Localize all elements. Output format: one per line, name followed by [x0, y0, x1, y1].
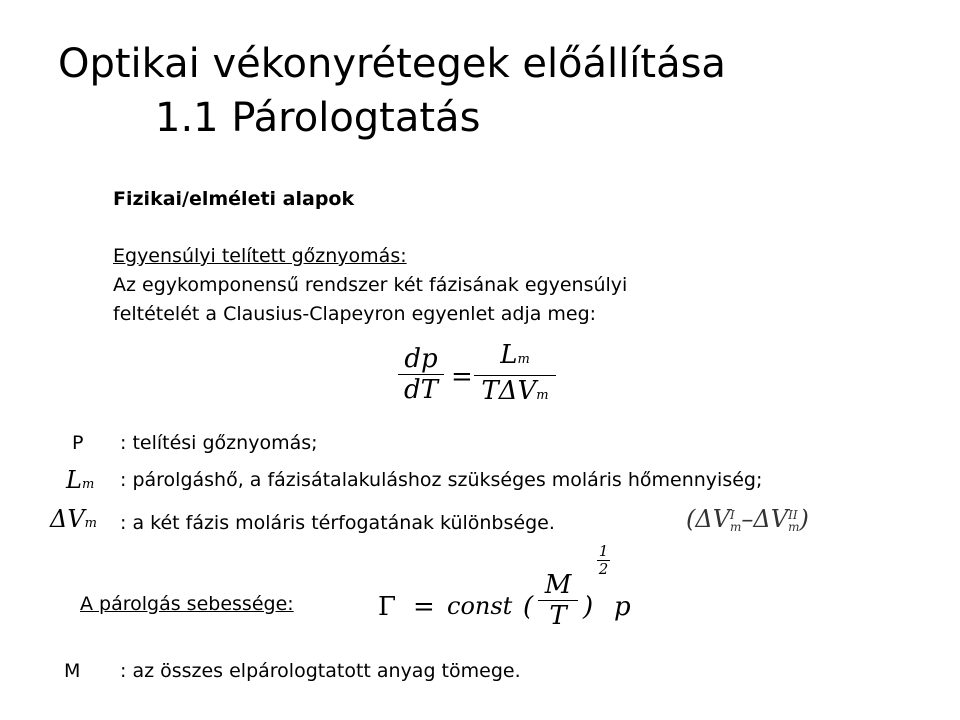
- rate-exp-den: 2: [598, 560, 609, 578]
- rate-numerator: M: [544, 570, 572, 600]
- lm-sub: m: [81, 477, 95, 492]
- equilibrium-subheading: Egyensúlyi telített gőznyomás:: [113, 245, 407, 267]
- dv-sup1: I: [730, 507, 735, 522]
- intro-line-2: feltételét a Clausius-Clapeyron egyenlet adja meg:: [113, 303, 597, 325]
- p-definition: : telítési gőznyomás;: [120, 432, 318, 454]
- rate-fraction: [538, 570, 578, 631]
- dv-sub2: m: [788, 519, 800, 534]
- cc-rhs-num-main: L: [500, 340, 518, 370]
- rate-p: p: [614, 592, 631, 622]
- dv-sub1: m: [730, 519, 742, 534]
- dvm-main: ΔV: [50, 505, 85, 533]
- cc-rhs-den-sub: m: [536, 388, 549, 403]
- section-heading: Fizikai/elméleti alapok: [113, 188, 355, 210]
- rate-denominator: T: [549, 601, 567, 631]
- cc-rhs-denominator: [481, 376, 548, 411]
- dv-open: (ΔV: [686, 505, 731, 533]
- dv-close: ): [799, 505, 809, 533]
- cc-lhs-numerator: dp: [404, 344, 438, 374]
- dvm-sub: m: [84, 516, 97, 531]
- lm-symbol: [66, 466, 94, 494]
- rate-open-paren: (: [523, 592, 534, 622]
- intro-line-1: Az egykomponensű rendszer két fázisának egyensúlyi: [113, 274, 628, 296]
- dv-v2: ΔV: [753, 505, 789, 533]
- volume-difference-expression: [686, 505, 809, 533]
- cc-lhs-denominator: dT: [404, 375, 438, 405]
- dvm-definition: : a két fázis moláris térfogatának különbsége.: [120, 512, 555, 534]
- slide-title: Optikai vékonyrétegek előállítása: [58, 41, 726, 87]
- rate-const: const: [447, 592, 513, 620]
- lm-definition: : párolgáshő, a fázisátalakuláshoz szükséges moláris hőmennyiség;: [120, 469, 763, 491]
- rate-close-paren: ): [583, 592, 594, 622]
- dvm-symbol: [50, 505, 97, 533]
- m-symbol: M: [64, 660, 81, 682]
- m-definition: : az összes elpárologtatott anyag tömege.: [120, 660, 521, 682]
- rate-exponent: [597, 543, 610, 578]
- p-symbol: P: [72, 432, 84, 454]
- dv-sup2: II: [788, 507, 798, 522]
- rate-label: A párolgás sebessége:: [80, 593, 294, 615]
- cc-rhs-den-main: TΔV: [481, 376, 537, 406]
- dv-minus: –: [741, 505, 754, 533]
- rate-equals: =: [413, 592, 435, 622]
- cc-rhs-num-sub: m: [517, 352, 530, 367]
- cc-equals: =: [451, 362, 473, 392]
- rate-exp-num: 1: [598, 542, 609, 560]
- cc-lhs-fraction: [398, 344, 444, 405]
- cc-rhs-fraction: [474, 340, 556, 411]
- slide-subtitle: 1.1 Párologtatás: [155, 95, 481, 141]
- rate-gamma: Γ: [378, 592, 397, 622]
- cc-rhs-numerator: [500, 340, 530, 375]
- lm-main: L: [66, 466, 82, 494]
